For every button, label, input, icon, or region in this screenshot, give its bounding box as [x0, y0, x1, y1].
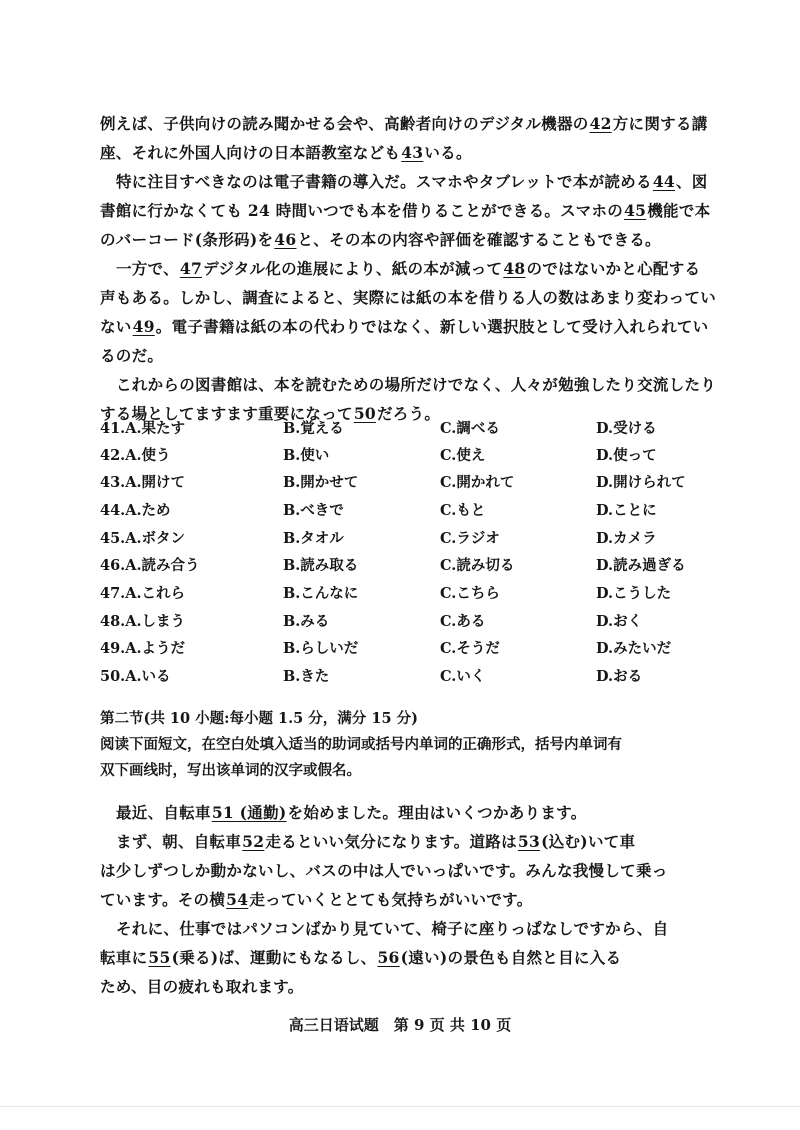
blank-44: 44 — [652, 172, 675, 191]
blank-46: 46 — [274, 230, 297, 249]
q43-option-d: D.開けられて — [596, 474, 686, 491]
q47-option-c: C.こちら — [440, 585, 500, 602]
q45-option-c: C.ラジオ — [440, 530, 500, 547]
q47-option-a: 47.A.これら — [100, 585, 186, 602]
passage1-line-10: これからの図書館は、本を読むための場所だけでなく、人々が勉強したり交流したり — [116, 375, 717, 394]
q42-option-c: C.使え — [440, 447, 486, 464]
passage1-line-4: 書館に行かなくても 24 時間いつでも本を借りることができる。スマホの45機能で本 — [100, 201, 711, 220]
bottom-divider — [0, 1106, 800, 1107]
q42-option-b: B.使い — [283, 447, 330, 464]
passage1-line-11: する場としてますます重要になって50だろう。 — [100, 404, 441, 423]
passage1-line-2: 座、それに外国人向けの日本語教室なども43いる。 — [100, 143, 472, 162]
q46-option-b: B.読み取る — [283, 557, 359, 574]
passage2-line-5: それに、仕事ではパソコンばかり見ていて、椅子に座りっぱなしですから、自 — [116, 919, 669, 938]
q43-option-a: 43.A.開けて — [100, 474, 186, 491]
q46-option-c: C.読み切る — [440, 557, 515, 574]
passage1-line-8: ない49。電子書籍は紙の本の代わりではなく、新しい選択肢として受け入れられてい — [100, 317, 709, 336]
passage1-line-5: のバーコード(条形码)を46と、その本の内容や評価を確認することもできる。 — [100, 230, 661, 249]
q50-option-d: D.おる — [596, 668, 643, 685]
q48-option-b: B.みる — [283, 613, 330, 630]
passage2-line-3: は少しずつしか動かないし、バスの中は人でいっぱいです。みんな我慢して乗っ — [100, 861, 668, 880]
section2-instruction-1: 阅读下面短文，在空白处填入适当的助词或括号内单词的正确形式，括号内单词有 — [100, 736, 622, 753]
q46-option-a: 46.A.読み合う — [100, 557, 200, 574]
q47-option-d: D.こうした — [596, 585, 672, 602]
passage1-line-3: 特に注目すべきなのは電子書籍の導入だ。スマホやタブレットで本が読める44、図 — [116, 172, 708, 191]
q49-option-a: 49.A.ようだ — [100, 640, 186, 657]
q41-option-a: 41.A.果たす — [100, 420, 186, 437]
q44-option-c: C.もと — [440, 502, 486, 519]
blank-54: 54 — [226, 890, 249, 909]
blank-53: 53 — [517, 832, 541, 851]
q48-option-d: D.おく — [596, 613, 643, 630]
blank-55: 55 — [148, 948, 171, 967]
q43-option-c: C.開かれて — [440, 474, 515, 491]
q44-option-d: D.ことに — [596, 502, 657, 519]
blank-51: 51 (通勤) — [211, 803, 287, 822]
q48-option-a: 48.A.しまう — [100, 613, 186, 630]
q44-option-a: 44.A.ため — [100, 502, 171, 519]
q42-option-a: 42.A.使う — [100, 447, 171, 464]
q46-option-d: D.読み過ぎる — [596, 557, 686, 574]
blank-48: 48 — [503, 259, 526, 278]
passage2-line-6: 転車に55(乗る)ば、運動にもなるし、56(遠い)の景色も自然と目に入る — [100, 948, 622, 967]
section2-title: 第二节(共 10 小题:每小题 1.5 分，满分 15 分) — [100, 710, 418, 727]
q49-option-c: C.そうだ — [440, 640, 500, 657]
q41-option-b: B.覚える — [283, 420, 344, 437]
q42-option-d: D.使って — [596, 447, 657, 464]
blank-43: 43 — [401, 143, 424, 162]
q45-option-d: D.カメラ — [596, 530, 657, 547]
blank-42: 42 — [589, 114, 612, 133]
blank-50: 50 — [353, 404, 376, 423]
passage2-line-1: 最近、自転車51 (通勤)を始めました。理由はいくつかあります。 — [116, 803, 587, 822]
q44-option-b: B.べきで — [283, 502, 344, 519]
passage2-line-4: ています。その横54走っていくととても気持ちがいいです。 — [100, 890, 533, 909]
blank-49: 49 — [132, 317, 155, 336]
q48-option-c: C.ある — [440, 613, 486, 630]
passage1-line-1: 例えば、子供向けの読み聞かせる会や、高齢者向けのデジタル機器の42方に関する講 — [100, 114, 708, 133]
q45-option-b: B.タオル — [283, 530, 344, 547]
passage1-line-7: 声もある。しかし、調査によると、実際には紙の本を借りる人の数はあまり変わってい — [100, 288, 717, 307]
q43-option-b: B.開かせて — [283, 474, 359, 491]
q49-option-b: B.らしいだ — [283, 640, 359, 657]
passage2-line-7: ため、目の疲れも取れます。 — [100, 977, 304, 996]
q47-option-b: B.こんなに — [283, 585, 359, 602]
blank-47: 47 — [179, 259, 203, 278]
passage1-line-9: るのだ。 — [100, 346, 164, 365]
blank-45: 45 — [624, 201, 647, 220]
page-footer: 高三日语试题 第 9 页 共 10 页 — [288, 1016, 512, 1034]
blank-52: 52 — [242, 832, 265, 851]
q50-option-b: B.きた — [283, 668, 330, 685]
section2-instruction-2: 双下画线时，写出该单词的汉字或假名。 — [100, 762, 361, 779]
passage1-line-6: 一方で、47デジタル化の進展により、紙の本が減って48のではないかと心配する — [116, 259, 701, 278]
q50-option-c: C.いく — [440, 668, 486, 685]
q49-option-d: D.みたいだ — [596, 640, 672, 657]
q41-option-c: C.調べる — [440, 420, 500, 437]
q41-option-d: D.受ける — [596, 420, 657, 437]
q45-option-a: 45.A.ボタン — [100, 530, 186, 547]
q50-option-a: 50.A.いる — [100, 668, 171, 685]
passage2-line-2: まず、朝、自転車52走るといい気分になります。道路は53(込む)いて車 — [116, 832, 636, 851]
blank-56: 56 — [377, 948, 400, 967]
